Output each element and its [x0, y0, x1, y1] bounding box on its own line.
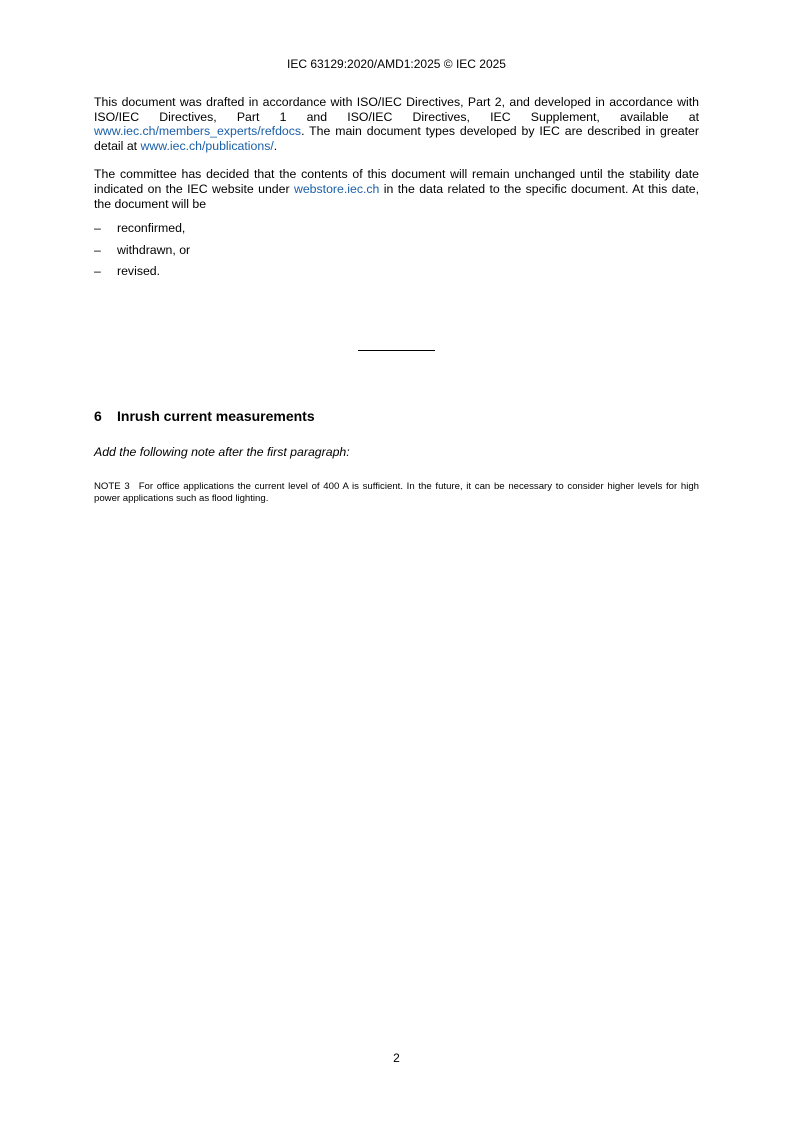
list-item-text: revised.: [117, 264, 161, 279]
refdocs-link[interactable]: www.iec.ch/members_experts/refdocs: [94, 124, 302, 139]
outcome-list: [94, 221, 699, 279]
page-header: IEC 63129:2020/AMD1:2025 © IEC 2025: [287, 57, 506, 71]
list-dash: –: [94, 264, 101, 279]
list-item: [94, 221, 699, 236]
publications-link[interactable]: www.iec.ch/publications/: [140, 138, 274, 153]
note-text: For office applications the current level of 400 A is sufficient. In the future, it can be necessary to consider higher levels for high power applications such as flood lighting.: [94, 481, 699, 504]
amendment-instruction: Add the following note after the first paragraph:: [94, 445, 350, 459]
section-title: Inrush current measurements: [117, 408, 315, 424]
list-item: [94, 243, 699, 258]
section-number: 6: [94, 408, 102, 424]
note-block: [94, 481, 699, 505]
note-label: NOTE 3: [94, 481, 130, 492]
page-number: 2: [393, 1051, 400, 1065]
section-heading: [94, 408, 315, 425]
list-item-text: withdrawn, or: [117, 242, 191, 257]
webstore-link[interactable]: webstore.iec.ch: [293, 181, 380, 196]
drafting-paragraph: [94, 95, 699, 153]
stability-text-b: in the data related to the specific document. At this date, the document will be: [94, 181, 700, 211]
drafting-text-a: This document was drafted in accordance with ISO/IEC Directives, Part 2, and developed in accordance with ISO/IEC Directives, Part 1 and ISO/IEC Directives, IEC Supplement, available at: [94, 95, 699, 124]
document-body: [94, 95, 699, 286]
list-dash: –: [94, 242, 101, 257]
drafting-text-c: .: [273, 138, 278, 153]
list-item: [94, 264, 699, 279]
list-item-text: reconfirmed,: [117, 221, 186, 236]
list-dash: –: [94, 221, 101, 236]
stability-paragraph: [94, 167, 699, 211]
stability-text-a: The committee has decided that the contents of this document will remain unchanged until the stability date indicated on the IEC website under: [94, 167, 699, 196]
drafting-text-b: . The main document types developed by IEC are described in greater detail at: [94, 124, 699, 153]
section-separator: [358, 350, 435, 351]
